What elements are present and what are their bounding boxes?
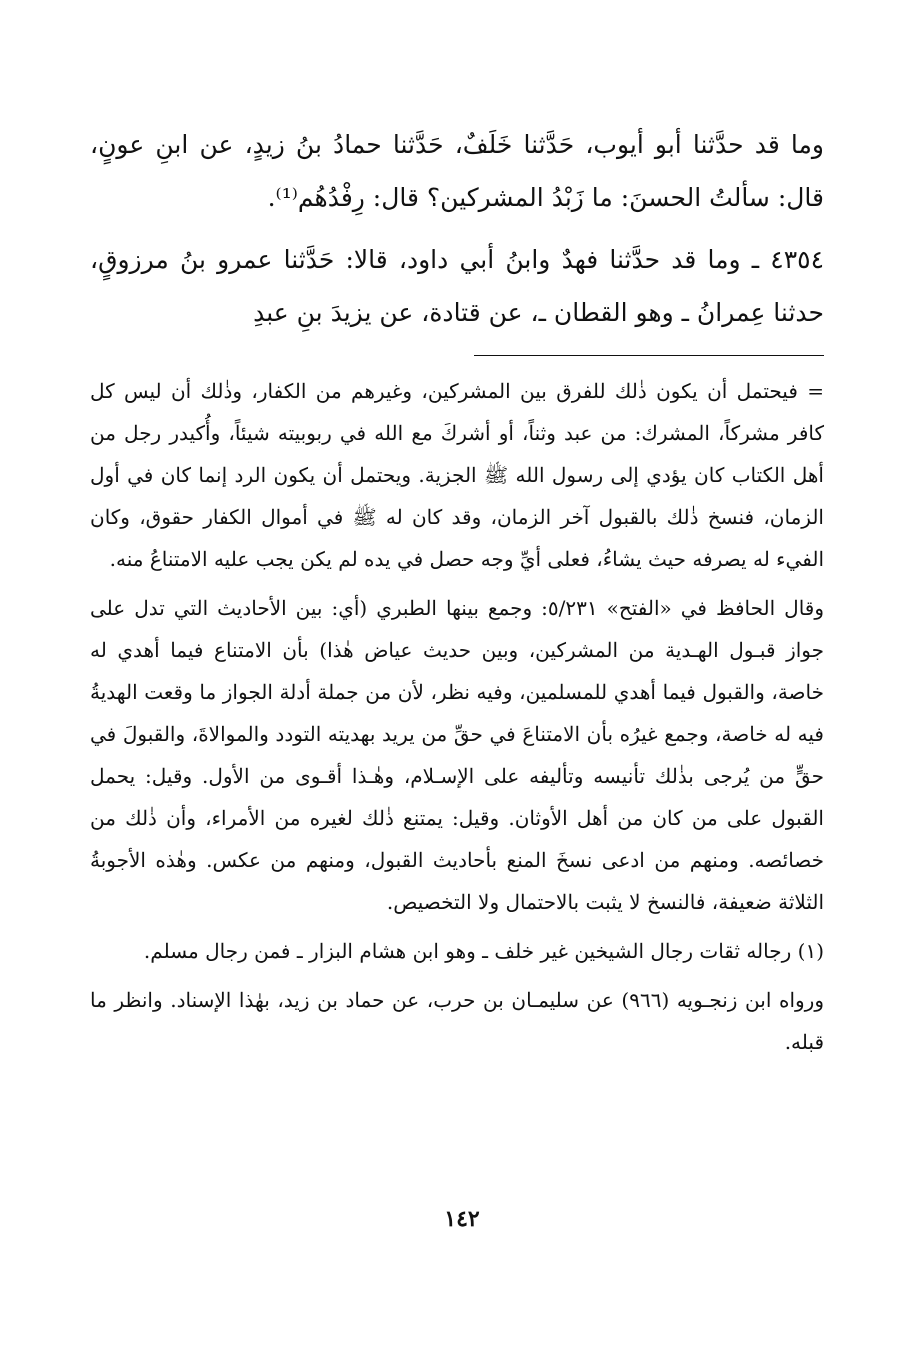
footnote-1-extra: ورواه ابن زنجـويه (٩٦٦) عن سليمـان بن حرب، عن حماد بن زيد، بهٰذا الإسناد. وانظر ما قبله. — [90, 988, 824, 1054]
main-text — [90, 118, 824, 339]
footnote-continuation: وقال الحافظ في «الفتح» ٥/٢٣١: وجمع بينها الطبري (أي: بين الأحاديث التي تدل على جواز قبـول الهـدية من المشركين، وبين حديث عياض هٰذا) بأن الامتناع فيما أهدي له خاصة، والقبول فيما أهدي للمسلمين، وفيه نظر، لأن من جملة أدلة الجواز ما وقعت الهديةُ فيه له خاصة، وجمع غيرُه بأن الامتناعَ في حقِّ من يريد بهديته التودد والموالاةَ، والقبولَ في حقٍّ من يُرجى بذٰلك تأنيسه وتأليفه على الإسـلام، وهٰـذا أقـوى من الأول. وقيل: يحمل القبول على من كان من أهل الأوثان. وقيل: يمتنع ذٰلك لغيره من الأمراء، وأن ذٰلك من خصائصه. ومنهم من ادعى نسخَ المنع بأحاديث القبول، ومنهم من عكس. وهٰذه الأجوبةُ الثلاثة ضعيفة، فالنسخ لا يثبت بالاحتمال ولا التخصيص. — [90, 596, 825, 914]
hadith-paragraph: ٤٣٥٤ ـ وما قد حدَّثنا فهدٌ وابنُ أبي داود، قالا: حَدَّثنا عمرو بنُ مرزوقٍ، حدثنا عِمرانُ ـ وهو القطان ـ، عن قتادة، عن يزيدَ بنِ عبدِ — [90, 245, 824, 327]
footnote-divider — [474, 355, 824, 356]
page-number: ١٤٢ — [444, 1206, 480, 1232]
main-paragraph: وما قد حدَّثنا أبو أيوب، حَدَّثنا خَلَفٌ، حَدَّثنا حمادُ بنُ زيدٍ، عن ابنِ عونٍ، قال: سألتُ الحسنَ: ما زَبْدُ المشركين؟ قال: رِفْدُهُم⁽¹⁾. — [90, 130, 824, 212]
footnote-1: (١) رجاله ثقات رجال الشيخين غير خلف ـ وهو ابن هشام البزار ـ فمن رجال مسلم. — [143, 939, 824, 963]
footnote-continuation: = فيحتمل أن يكون ذٰلك للفرق بين المشركين، وغيرهم من الكفار، وذٰلك أن ليس كل كافر مشركاً، المشرك: من عبد وثناً، أو أشركَ مع الله في ربوبيته شيئاً، وأُكيدر رجل من أهل الكتاب كان يؤدي إلى رسول الله ﷺ الجزية. ويحتمل أن يكون الرد إنما كان في أول الزمان، فنسخ ذٰلك بالقبول آخر الزمان، وقد كان له ﷺ في أموال الكفار حقوق، وكان الفيء له يصرفه حيث يشاءُ، فعلى أيِّ وجه حصل في يده لم يكن يجب عليه الامتناعُ منه. — [90, 379, 824, 571]
footnotes — [90, 370, 824, 1063]
